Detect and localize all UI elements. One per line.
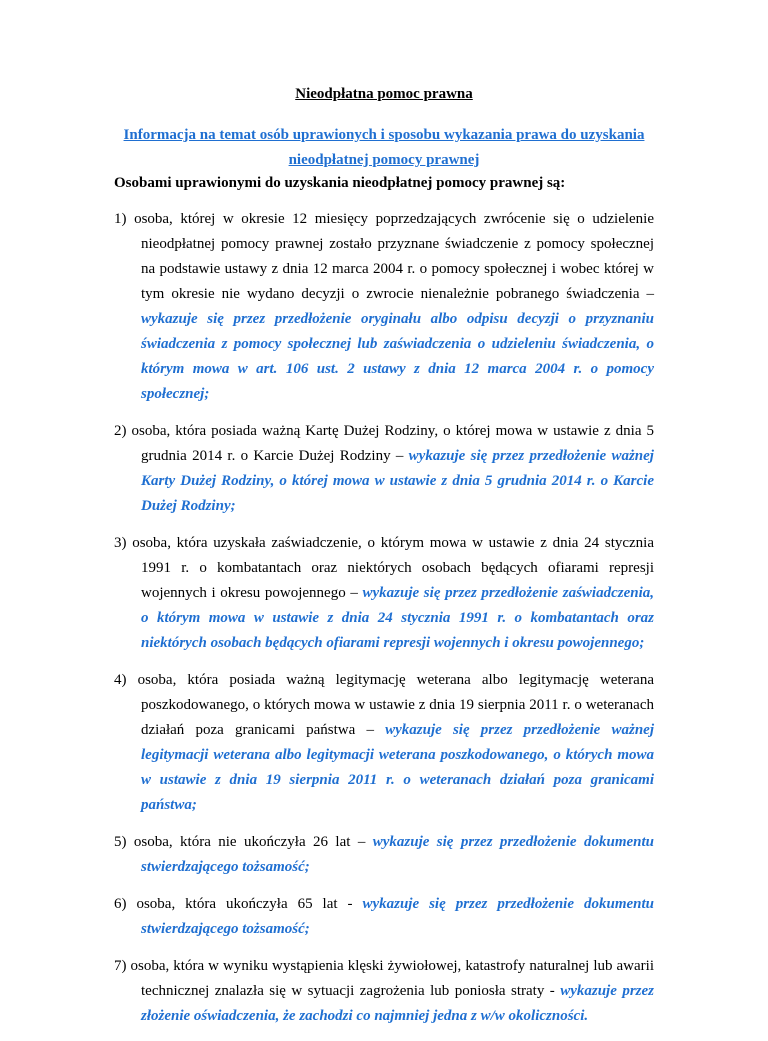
- eligibility-list: [114, 207, 654, 1041]
- item-proof: wykazuje się przez przedłożenie zaświadczenia, o którym mowa w ustawie z dnia 24 stycznia 1991 r. o kombatantach oraz niektórych osobach będących ofiarami represji wojennych i okresu powojennego;: [141, 585, 654, 651]
- item-number: 1): [114, 211, 127, 227]
- list-item: [114, 419, 654, 519]
- item-number: 5): [114, 834, 127, 850]
- item-number: 7): [114, 958, 127, 974]
- item-proof: wykazuje się przez przedłożenie ważnej Karty Dużej Rodziny, o której mowa w ustawie z dnia 5 grudnia 2014 r. o Karcie Dużej Rodziny;: [141, 448, 654, 514]
- item-proof: wykazuje się przez przedłożenie ważnej legitymacji weterana albo legitymacji weterana poszkodowanego, o których mowa w ustawie z dnia 19 sierpnia 2011 r. o weteranach działań poza granicami państwa;: [141, 722, 654, 813]
- item-number: 6): [114, 896, 127, 912]
- item-number: 3): [114, 535, 127, 551]
- list-item: [114, 892, 654, 942]
- item-proof: wykazuje się przez przedłożenie oryginału albo odpisu decyzji o przyznaniu świadczenia z pomocy społecznej lub zaświadczenia o udzieleniu świadczenia, o którym mowa w art. 106 ust. 2 ustawy z dnia 12 marca 2004 r. o pomocy społecznej;: [141, 311, 654, 402]
- item-proof: wykazuje przez złożenie oświadczenia, że zachodzi co najmniej jedna z w/w okoliczności.: [141, 983, 654, 1024]
- list-item: [114, 954, 654, 1029]
- document-title: Nieodpłatna pomoc prawna: [295, 86, 473, 102]
- list-item: [114, 830, 654, 880]
- list-item: [114, 207, 654, 407]
- item-text: osoba, która posiada ważną legitymację weterana albo legitymację weterana poszkodowanego, o których mowa w ustawie z dnia 19 sierpnia 2011 r. o weteranach działań poza granicami państwa –: [137, 672, 654, 738]
- item-proof: wykazuje się przez przedłożenie dokumentu stwierdzającego tożsamość;: [141, 834, 655, 875]
- list-item: [114, 531, 654, 656]
- intro-heading: Osobami uprawionymi do uzyskania nieodpłatnej pomocy prawnej są:: [114, 175, 566, 191]
- list-item: [114, 668, 654, 818]
- item-number: 4): [114, 672, 127, 688]
- item-proof: wykazuje się przez przedłożenie dokumentu stwierdzającego tożsamość;: [141, 896, 654, 937]
- item-text: osoba, która w wyniku wystąpienia klęski żywiołowej, katastrofy naturalnej lub awarii technicznej znalazła się w sytuacji zagrożenia lub poniosła straty -: [130, 958, 655, 999]
- document-subtitle: Informacja na temat osób uprawionych i sposobu wykazania prawa do uzyskania nieodpłatnej pomocy prawnej: [123, 127, 645, 168]
- item-text: osoba, która posiada ważną Kartę Dużej Rodziny, o której mowa w ustawie z dnia 5 grudnia 2014 r. o Karcie Dużej Rodziny –: [131, 423, 654, 464]
- item-text: osoba, której w okresie 12 miesięcy poprzedzających zwrócenie się o udzielenie nieodpłatnej pomocy prawnej zostało przyznane świadczenie z pomocy społecznej na podstawie ustawy z dnia 12 marca 2004 r. o pomocy społecznej i wobec której w tym okresie nie wydano decyzji o zwrocie nienależnie pobranego świadczenia –: [134, 211, 654, 302]
- item-text: osoba, która nie ukończyła 26 lat –: [133, 834, 373, 850]
- item-number: 2): [114, 423, 127, 439]
- item-text: osoba, która uzyskała zaświadczenie, o którym mowa w ustawie z dnia 24 stycznia 1991 r. o kombatantach oraz niektórych osobach będących ofiarami represji wojennych i okresu powojennego –: [132, 535, 655, 601]
- item-text: osoba, która ukończyła 65 lat -: [136, 896, 363, 912]
